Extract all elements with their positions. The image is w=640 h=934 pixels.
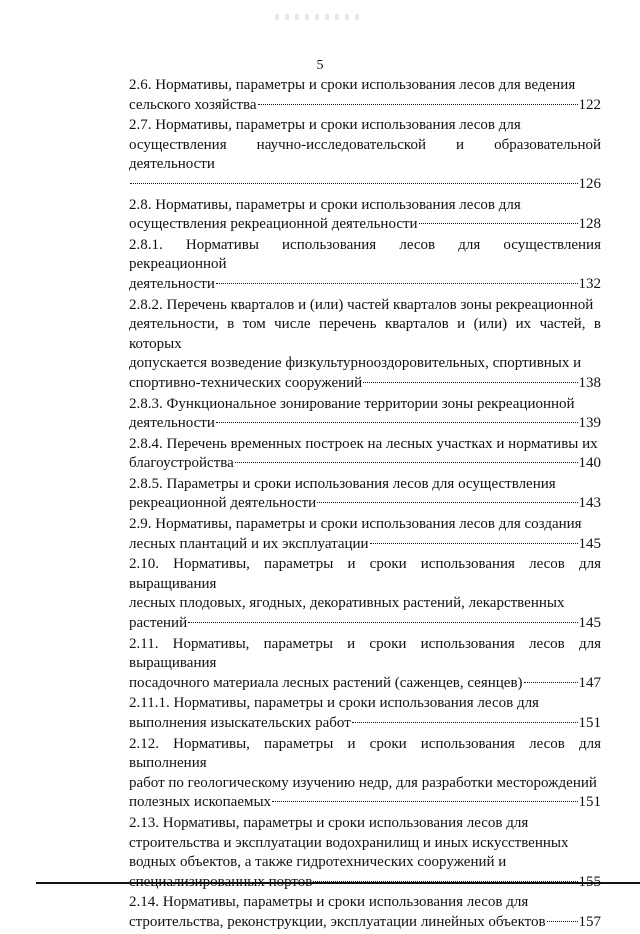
toc-entry-text-line: 2.8.1. Нормативы использования лесов для осуществления рекреационной (129, 236, 601, 273)
scan-artifact (275, 14, 365, 20)
dot-leader (258, 104, 578, 105)
dot-leader (352, 722, 578, 723)
table-of-contents (129, 76, 601, 934)
toc-entry-last-line (129, 454, 601, 474)
toc-page-number: 145 (578, 615, 601, 632)
dot-leader (419, 223, 578, 224)
toc-entry-text: посадочного материала лесных растений (саженцев, сеянцев) (129, 674, 523, 691)
toc-page-number: 122 (578, 96, 601, 113)
dot-leader (188, 622, 577, 623)
toc-page-number: 140 (578, 455, 601, 472)
toc-entry (129, 435, 601, 474)
toc-entry-text-line: работ по геологическому изучению недр, для разработки месторождений (129, 774, 597, 791)
toc-entry-text: спортивно-технических сооружений (129, 374, 363, 391)
toc-entry-last-line (129, 215, 601, 235)
dot-leader (235, 462, 578, 463)
toc-entry-text-line: 2.9. Нормативы, параметры и сроки использования лесов для создания (129, 516, 582, 533)
toc-entry (129, 395, 601, 434)
dot-leader (216, 422, 578, 423)
toc-entry-text: сельского хозяйства (129, 96, 257, 113)
toc-entry (129, 116, 601, 194)
toc-page-number: 138 (578, 374, 601, 391)
toc-entry-last-line (129, 414, 601, 434)
dot-leader (524, 682, 578, 683)
toc-page-number: 139 (578, 415, 601, 432)
dot-leader (216, 283, 578, 284)
toc-entry-last-line (129, 714, 601, 734)
toc-entry (129, 635, 601, 694)
toc-entry-text: благоустройства (129, 455, 234, 472)
toc-entry (129, 236, 601, 295)
bottom-rule (36, 882, 640, 884)
dot-leader (317, 502, 577, 503)
toc-entry-text-line: 2.14. Нормативы, параметры и сроки использования лесов для (129, 894, 529, 911)
toc-page-number: 151 (578, 715, 601, 731)
toc-entry-text-line: 2.7. Нормативы, параметры и сроки использования лесов для (129, 117, 521, 134)
toc-entry (129, 555, 601, 633)
toc-page-number: 143 (578, 495, 601, 512)
toc-entry (129, 515, 601, 554)
toc-page-number: 151 (578, 794, 601, 811)
toc-entry-text-line: 2.13. Нормативы, параметры и сроки использования лесов для (129, 814, 529, 831)
toc-page-number: 132 (578, 275, 601, 292)
toc-entry-text: растений (129, 615, 188, 632)
dot-leader (547, 921, 578, 922)
toc-entry-text-line: 2.8.4. Перечень временных построек на лесных участках и нормативы их (129, 435, 598, 452)
toc-entry-text-line: 2.8.3. Функциональное зонирование территории зоны рекреационной (129, 395, 575, 412)
dot-leader (370, 543, 578, 544)
toc-entry (129, 893, 601, 932)
toc-entry-last-line (129, 494, 601, 514)
toc-entry-text: строительства, реконструкции, эксплуатации линейных объектов (129, 913, 546, 930)
toc-entry (129, 76, 601, 115)
toc-entry-text: осуществления рекреационной деятельности (129, 216, 418, 233)
toc-page-number: 126 (578, 175, 601, 192)
toc-entry-text-line: лесных плодовых, ягодных, декоративных растений, лекарственных (129, 595, 565, 612)
toc-entry-text-line: водных объектов, а также гидротехнических сооружений и (129, 854, 507, 871)
toc-entry-text-line: осуществления научно-исследовательской и образовательной деятельности (129, 136, 601, 173)
toc-entry-text: полезных ископаемых (129, 794, 272, 811)
toc-entry-text: рекреационной деятельности (129, 495, 317, 512)
toc-entry-text-line: 2.10. Нормативы, параметры и сроки использования лесов для выращивания (129, 556, 601, 592)
toc-entry (129, 296, 601, 394)
toc-page-number: 128 (578, 216, 601, 233)
dot-leader (130, 183, 578, 184)
toc-entry-text-line: 2.12. Нормативы, параметры и сроки использования лесов для выполнения (129, 735, 601, 772)
toc-entry-text: деятельности (129, 275, 215, 292)
toc-entry (129, 475, 601, 514)
toc-entry-text-line: 2.8. Нормативы, параметры и сроки использования лесов для (129, 196, 521, 213)
toc-entry-last-line (129, 535, 601, 555)
toc-entry-text: лесных плантаций и их эксплуатации (129, 535, 369, 552)
toc-entry-last-line (129, 175, 601, 195)
toc-entry-text-line: строительства и эксплуатации водохранилищ и иных искусственных (129, 834, 569, 851)
toc-entry-text-line: 2.11. Нормативы, параметры и сроки использования лесов для выращивания (129, 635, 601, 672)
toc-page-number: 147 (578, 674, 601, 691)
toc-entry-last-line (129, 614, 601, 634)
toc-entry-last-line (129, 913, 601, 933)
toc-page-number: 157 (578, 913, 601, 930)
toc-entry-last-line (129, 793, 601, 813)
toc-entry (129, 735, 601, 813)
toc-entry-text-line: 2.11.1. Нормативы, параметры и сроки использования лесов для (129, 695, 539, 712)
toc-entry-last-line (129, 374, 601, 394)
toc-entry-last-line (129, 674, 601, 694)
toc-entry-text-line: допускается возведение физкультурнооздоровительных, спортивных и (129, 355, 582, 372)
toc-entry (129, 694, 601, 733)
toc-entry-last-line (129, 275, 601, 295)
toc-page-number: 145 (578, 535, 601, 552)
dot-leader (363, 382, 577, 383)
toc-entry-text: выполнения изыскательских работ (129, 715, 351, 731)
toc-entry-text: деятельности (129, 415, 215, 432)
toc-entry (129, 196, 601, 235)
toc-entry (129, 814, 601, 892)
toc-entry-text-line: 2.8.5. Параметры и сроки использования лесов для осуществления (129, 475, 556, 492)
page-number: 5 (316, 58, 324, 73)
dot-leader (272, 801, 577, 802)
toc-entry-last-line (129, 96, 601, 116)
toc-entry-text-line: 2.8.2. Перечень кварталов и (или) частей кварталов зоны рекреационной (129, 296, 594, 313)
toc-entry-text-line: деятельности, в том числе перечень кварталов и (или) их частей, в которых (129, 316, 601, 352)
toc-entry-text-line: 2.6. Нормативы, параметры и сроки использования лесов для ведения (129, 77, 576, 93)
